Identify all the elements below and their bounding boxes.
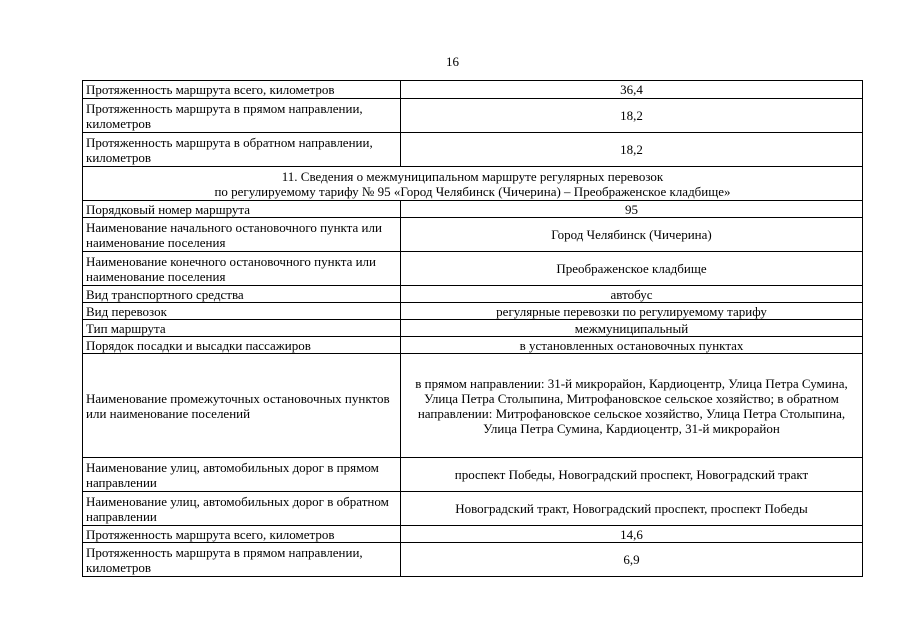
row-value: автобус xyxy=(401,286,863,303)
row-label: Наименование конечного остановочного пункта или наименование поселения xyxy=(83,252,401,286)
row-label: Протяженность маршрута всего, километров xyxy=(83,526,401,543)
table-row xyxy=(83,337,863,354)
section-title-line-1: 11. Сведения о межмуниципальном маршруте регулярных перевозок xyxy=(281,168,664,184)
row-label: Протяженность маршрута в прямом направлении, километров xyxy=(83,543,401,577)
row-value: 36,4 xyxy=(401,81,863,99)
table-row xyxy=(83,99,863,133)
row-value: проспект Победы, Новоградский проспект, Новоградский тракт xyxy=(401,458,863,492)
table-row xyxy=(83,320,863,337)
row-label: Протяженность маршрута в обратном направлении, километров xyxy=(83,133,401,167)
row-label: Вид транспортного средства xyxy=(83,286,401,303)
row-value: 6,9 xyxy=(401,543,863,577)
route-info-table xyxy=(82,80,863,577)
table-row xyxy=(83,526,863,543)
table-row xyxy=(83,81,863,99)
row-value: в прямом направлении: 31-й микрорайон, Кардиоцентр, Улица Петра Сумина, Улица Петра Столыпина, Митрофановское сельское хозяйство; в обратном направлении: Митрофановское сельское хозяйство, Улица Петра Столыпина, Улица Петра Сумина, Кардиоцентр, 31-й микрорайон xyxy=(401,354,863,458)
section-header xyxy=(83,167,863,201)
table-row xyxy=(83,492,863,526)
row-label: Протяженность маршрута всего, километров xyxy=(83,81,401,99)
row-value: межмуниципальный xyxy=(401,320,863,337)
page-number: 16 xyxy=(446,54,459,69)
table-row xyxy=(83,303,863,320)
table-row xyxy=(83,354,863,458)
row-value: регулярные перевозки по регулируемому тарифу xyxy=(401,303,863,320)
row-label: Порядок посадки и высадки пассажиров xyxy=(83,337,401,354)
row-value: 18,2 xyxy=(401,133,863,167)
row-value: 14,6 xyxy=(401,526,863,543)
table-row xyxy=(83,252,863,286)
row-label: Наименование улиц, автомобильных дорог в прямом направлении xyxy=(83,458,401,492)
table-row xyxy=(83,543,863,577)
row-label: Тип маршрута xyxy=(83,320,401,337)
row-value: Новоградский тракт, Новоградский проспект, проспект Победы xyxy=(401,492,863,526)
row-label: Протяженность маршрута в прямом направлении, километров xyxy=(83,99,401,133)
table-row xyxy=(83,458,863,492)
table-row xyxy=(83,286,863,303)
row-label: Порядковый номер маршрута xyxy=(83,201,401,218)
table-row xyxy=(83,201,863,218)
table-row xyxy=(83,218,863,252)
section-title-line-2: по регулируемому тарифу № 95 «Город Челябинск (Чичерина) – Преображенское кладбище» xyxy=(214,183,731,199)
row-value: 95 xyxy=(401,201,863,218)
table-row xyxy=(83,133,863,167)
row-label: Наименование улиц, автомобильных дорог в обратном направлении xyxy=(83,492,401,526)
row-value: Город Челябинск (Чичерина) xyxy=(401,218,863,252)
row-label: Вид перевозок xyxy=(83,303,401,320)
row-value: Преображенское кладбище xyxy=(401,252,863,286)
row-value: в установленных остановочных пунктах xyxy=(401,337,863,354)
row-label: Наименование начального остановочного пункта или наименование поселения xyxy=(83,218,401,252)
section-header-row xyxy=(83,167,863,201)
row-label: Наименование промежуточных остановочных пунктов или наименование поселений xyxy=(83,354,401,458)
row-value: 18,2 xyxy=(401,99,863,133)
